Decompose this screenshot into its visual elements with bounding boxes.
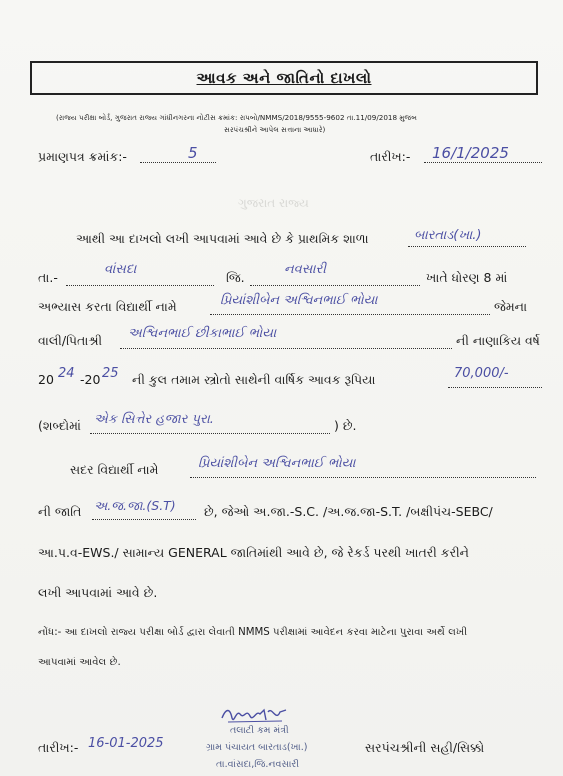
- taluka-value: વાંસદા: [104, 262, 137, 277]
- stamp-line-1: તલાટી કમ મંત્રી: [230, 725, 289, 736]
- caste-value: અ.જ.જા.(S.T): [94, 498, 176, 513]
- class-text: ખાતે ધોરણ 8 માં: [426, 270, 508, 285]
- year-2: 25: [102, 366, 119, 381]
- sarpanch-signature-label: સરપંચશ્રીની સહી/સિક્કો: [365, 740, 485, 755]
- stamp-line-3: તા.વાંસદા,જિ.નવસારી: [216, 759, 300, 770]
- words-end: ) છે.: [334, 418, 357, 433]
- jemna-text: જેમના: [494, 299, 528, 314]
- footer-date-value: 16-01-2025: [88, 736, 164, 751]
- note-line-1: નોંધ:- આ દાખલો રાજ્ય પરીક્ષા બોર્ડ દ્વારા લેવાતી NMMS પરીક્ષામાં આવેદન કરવા માટેના પુરાવા અર્થે લખી: [38, 627, 468, 638]
- student-label: અભ્યાસ કરતા વિદ્યાર્થી નામે: [38, 299, 177, 314]
- parent-label: વાલી/પિતાશ્રી: [38, 333, 103, 348]
- para2-student-name: પ્રિયાંશીબેન અશ્વિનભાઈ ભોયા: [198, 456, 356, 471]
- title-box: [30, 61, 538, 95]
- certificate-date-value: 16/1/2025: [432, 144, 509, 162]
- income-line: [448, 387, 542, 388]
- notice-line-1: (રાજ્ય પરીક્ષા બોર્ડ, ગુજરાત રાજ્ય ગાંધીનગરના નોટીસ ક્રમાંક: રાપબો/NMMS/2018/9555-9602 તા.11/09/2018 મુજબ: [56, 113, 417, 122]
- year-separator: -20: [80, 372, 101, 387]
- certificate-number-value: 5: [188, 144, 198, 162]
- caste-line: [92, 519, 196, 520]
- parent-line: [120, 348, 452, 349]
- year-1: 24: [58, 366, 75, 381]
- words-label: (શબ્દોમાં: [38, 418, 81, 433]
- faint-show-through: ગુજરાત રાજ્ય: [238, 196, 309, 210]
- closing-text: લખી આપવામાં આવે છે.: [38, 585, 158, 600]
- district-line: [250, 285, 420, 286]
- school-name: બારતાડ(ખા.): [414, 228, 482, 243]
- taluka-label: તા.-: [38, 270, 58, 285]
- income-amount: 70,000/-: [454, 366, 509, 381]
- certificate-date-line: [424, 162, 542, 163]
- signature-mark: [220, 704, 290, 726]
- district-value: નવસારી: [284, 262, 326, 277]
- notice-line-2: સરપંચશ્રીને આપેલ સત્તાના આધારે): [224, 125, 326, 134]
- parent-name: અશ્વિનભાઈ છીકાભાઈ ભોયા: [128, 326, 277, 341]
- document-title: આવક અને જાતિનો દાખલો: [196, 69, 372, 87]
- para2-intro: સદર વિદ્યાર્થી નામે: [70, 462, 159, 477]
- note-line-2: આપવામાં આવેલ છે.: [38, 657, 121, 668]
- year-prefix-1: 20: [38, 372, 54, 387]
- para1-intro: આથી આ દાખલો લખી આપવામાં આવે છે કે પ્રાથમિક શાળા: [76, 231, 369, 246]
- fin-year-label: ની નાણાકિય વર્ષ: [456, 333, 540, 348]
- taluka-line: [66, 285, 214, 286]
- district-label: જિ.: [226, 270, 245, 285]
- words-line: [90, 433, 330, 434]
- school-line: [408, 246, 526, 247]
- income-text: ની કુલ તમામ સ્ત્રોતો સાથેની વાર્ષિક આવક રૂપિયા: [132, 372, 376, 387]
- caste-options: છે, જેઓ અ.જા.-S.C. /અ.જ.જા-S.T. /બક્ષીપંચ-SEBC/: [204, 504, 493, 519]
- student-line: [210, 314, 490, 315]
- para2-name-line: [190, 477, 536, 478]
- certificate-number-label: પ્રમાણપત્ર ક્રમાંક:-: [38, 149, 127, 164]
- footer-date-label: તારીખ:-: [38, 740, 79, 755]
- caste-options-2: આ.પ.વ-EWS./ સામાન્ય GENERAL જાતિમાંથી આવે છે, જે રેકર્ડ પરથી ખાતરી કરીને: [38, 545, 469, 560]
- student-name: પ્રિયાંશીબેન અશ્વિનભાઈ ભોયા: [220, 293, 378, 308]
- income-words: એક સિત્તેર હજાર પુરા.: [94, 412, 214, 427]
- certificate-number-line: [140, 162, 216, 163]
- certificate-date-label: તારીખ:-: [370, 149, 411, 164]
- caste-label: ની જાતિ: [38, 504, 82, 519]
- stamp-line-2: ગ્રામ પંચાયત બારતાડ(ખા.): [206, 742, 308, 753]
